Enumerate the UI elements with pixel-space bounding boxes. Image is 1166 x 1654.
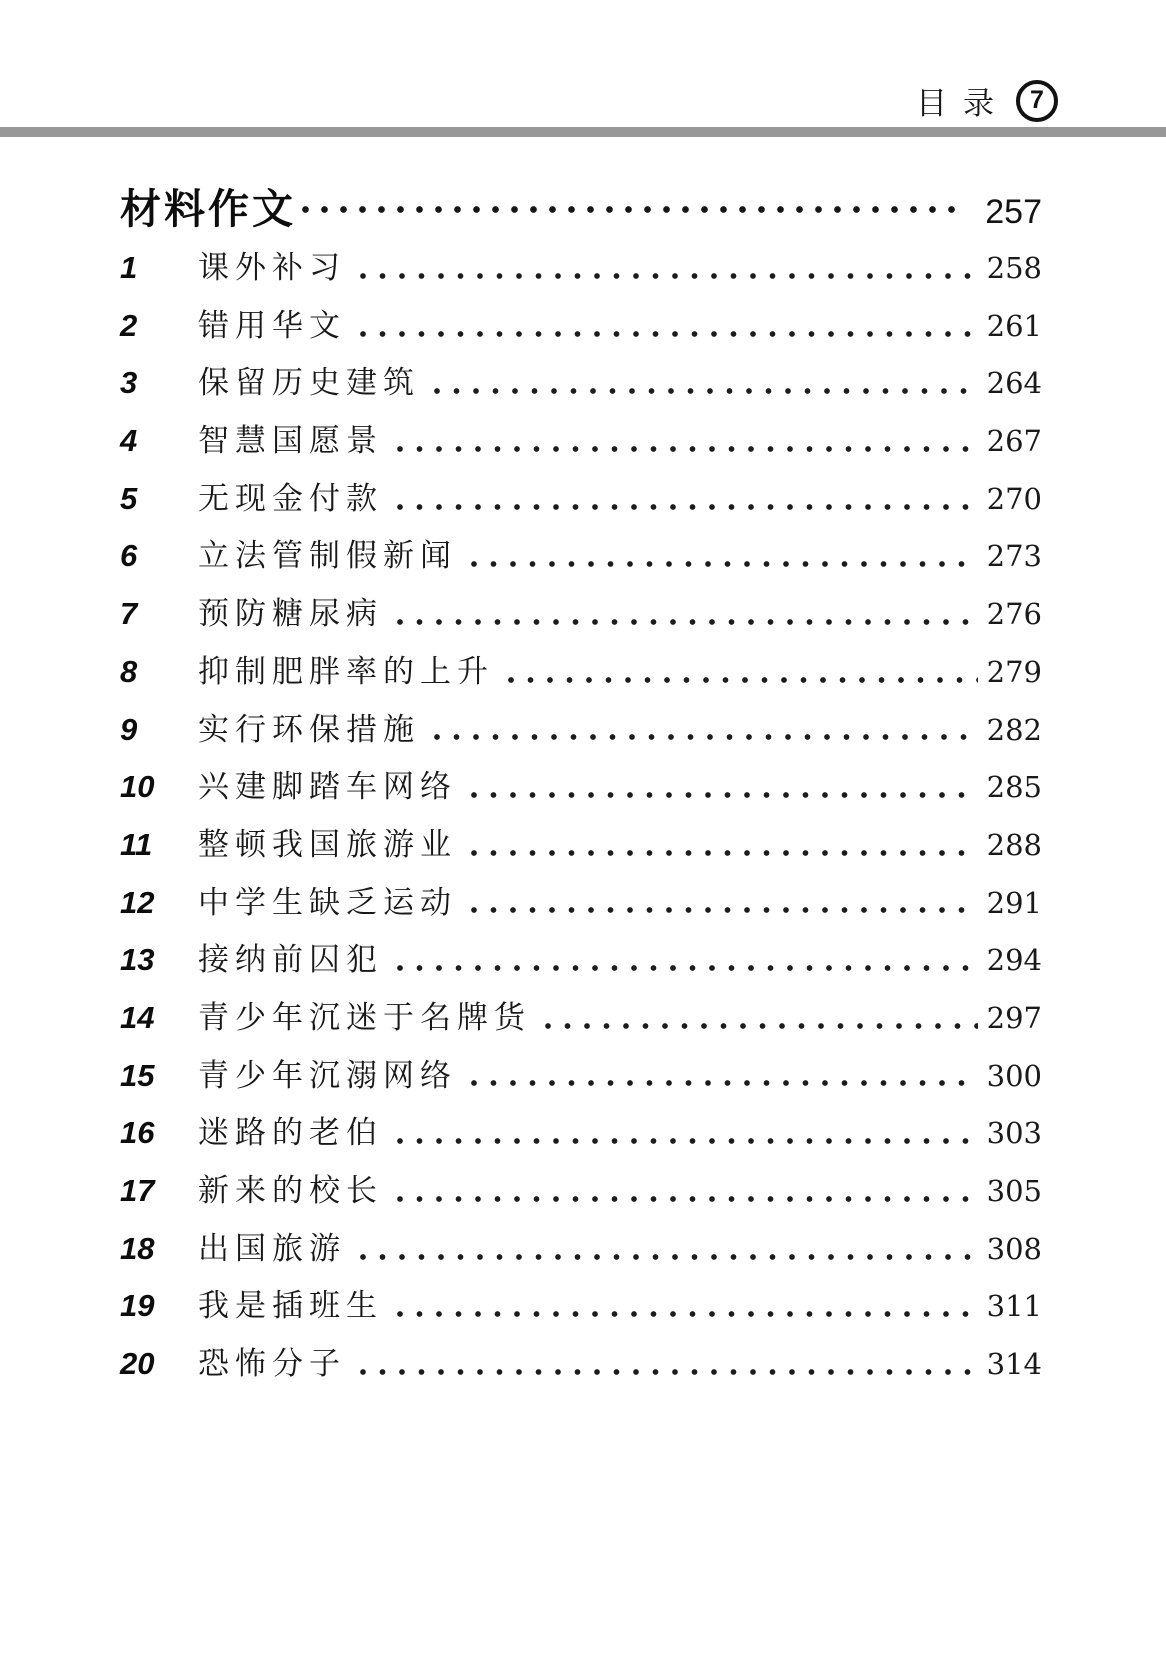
toc-entry-page-number: 303 [986, 1116, 1042, 1151]
toc-entry-page-number: 267 [986, 424, 1042, 459]
toc-entry-page-number: 282 [986, 712, 1042, 747]
toc-entry-number: 16 [120, 1115, 155, 1151]
dot-leader [360, 1369, 978, 1375]
toc-entry-row[interactable] [120, 588, 1042, 646]
toc-entry-row[interactable] [120, 415, 1042, 473]
toc-entry-row[interactable] [120, 819, 1042, 877]
toc-entry-number: 14 [120, 999, 155, 1035]
toc-entry-number: 15 [120, 1057, 155, 1093]
toc-entry-number: 5 [120, 480, 138, 516]
toc-section-title: 材料作文 [120, 186, 296, 232]
toc-entry-number: 6 [120, 538, 138, 574]
toc-entry-title: 课外补习 [198, 250, 346, 286]
toc-entry-row[interactable] [120, 1165, 1042, 1223]
toc-entry-title: 预防糖尿病 [198, 596, 383, 633]
toc-entry-row[interactable] [120, 761, 1042, 819]
dot-leader [471, 850, 978, 856]
toc-entry-number: 17 [120, 1173, 155, 1208]
dot-leader [397, 965, 978, 971]
toc-entry-title: 兴建脚踏车网络 [198, 769, 457, 806]
dot-leader [360, 1254, 978, 1260]
toc-entry-row[interactable] [120, 242, 1042, 300]
toc-entry-row[interactable] [120, 1223, 1042, 1281]
dot-leader [302, 206, 957, 213]
dot-leader [434, 388, 978, 394]
toc-entry-title: 我是插班生 [198, 1288, 383, 1325]
toc-entry-title: 错用华文 [198, 307, 346, 344]
toc-entry-title: 恐怖分子 [198, 1346, 346, 1383]
toc-entry-page-number: 314 [986, 1347, 1042, 1382]
toc-entry-row[interactable] [120, 1107, 1042, 1165]
dot-leader [397, 619, 978, 625]
toc-entry-page-number: 264 [986, 366, 1042, 401]
dot-leader [471, 1080, 978, 1086]
toc-entry-row[interactable] [120, 300, 1042, 358]
toc-entry-number: 12 [120, 884, 155, 920]
dot-leader [397, 446, 978, 452]
toc-entry-row[interactable] [120, 530, 1042, 588]
toc-entry-row[interactable] [120, 473, 1042, 531]
toc-entry-title: 中学生缺乏运动 [198, 884, 457, 921]
dot-leader [397, 1138, 978, 1144]
toc-entry-title: 接纳前囚犯 [198, 942, 383, 979]
toc-entry-row[interactable] [120, 934, 1042, 992]
toc-entry-page-number: 300 [986, 1058, 1042, 1093]
toc-entry-row[interactable] [120, 704, 1042, 762]
dot-leader [397, 504, 978, 510]
toc-entry-row[interactable] [120, 877, 1042, 935]
toc-entry-number: 7 [120, 596, 138, 632]
toc-entry-number: 2 [120, 307, 138, 343]
toc-entry-page-number: 297 [986, 1000, 1042, 1035]
dot-leader [471, 792, 978, 798]
toc-entry-row[interactable] [120, 1050, 1042, 1108]
chapter-page-badge [1016, 80, 1058, 122]
dot-leader [360, 331, 978, 337]
toc-entry-page-number: 291 [986, 885, 1042, 920]
toc-entry-page-number: 261 [986, 308, 1042, 343]
toc-entry-row[interactable] [120, 992, 1042, 1050]
toc-entry-row[interactable] [120, 1338, 1042, 1396]
toc-entry-page-number: 288 [986, 827, 1042, 862]
toc-entry-number: 19 [120, 1288, 155, 1324]
toc-entry-title: 迷路的老伯 [198, 1115, 383, 1152]
toc-entry-number: 9 [120, 711, 138, 747]
toc-entry-number: 8 [120, 653, 138, 689]
toc-entry-page-number: 270 [986, 481, 1042, 516]
toc-entry-title: 抑制肥胖率的上升 [198, 653, 494, 690]
toc-entry-title: 立法管制假新闻 [198, 538, 457, 575]
toc-entry-page-number: 311 [986, 1289, 1042, 1324]
toc-entry-title: 出国旅游 [198, 1230, 346, 1267]
toc-entry-page-number: 258 [986, 251, 1042, 285]
toc-entry-row[interactable] [120, 357, 1042, 415]
toc-entry-title: 青少年沉迷于名牌货 [198, 999, 531, 1036]
toc-entry-number: 11 [120, 826, 153, 862]
toc-entries [120, 242, 1042, 1396]
toc-section-row[interactable] [120, 176, 1042, 232]
toc-entry-page-number: 305 [986, 1174, 1042, 1208]
chapter-page-badge-number: 7 [1030, 86, 1044, 114]
toc-entry-number: 3 [120, 365, 138, 401]
toc-entry-page-number: 308 [986, 1231, 1042, 1266]
running-head-title: 目录 [916, 86, 1010, 122]
toc-entry-number: 4 [120, 423, 138, 459]
dot-leader [360, 273, 978, 279]
toc-entry-title: 新来的校长 [198, 1173, 383, 1209]
toc-entry-page-number: 273 [986, 539, 1042, 574]
dot-leader [471, 561, 978, 567]
toc-entry-title: 整顿我国旅游业 [198, 826, 457, 863]
toc-entry-number: 10 [120, 769, 155, 805]
dot-leader [397, 1196, 978, 1202]
toc-entry-number: 13 [120, 942, 155, 978]
running-head [916, 78, 1058, 123]
toc-entry-number: 18 [120, 1230, 155, 1266]
toc-section-page-number: 257 [985, 193, 1042, 231]
toc-entry-number: 1 [120, 250, 138, 285]
toc-entry-title: 保留历史建筑 [198, 365, 420, 402]
toc-entry-title: 实行环保措施 [198, 711, 420, 748]
toc-entry-page-number: 279 [986, 654, 1042, 689]
header-rule [0, 127, 1166, 137]
toc-entry-title: 智慧国愿景 [198, 423, 383, 460]
toc-list [120, 176, 1042, 1396]
dot-leader [545, 1023, 978, 1029]
dot-leader [508, 677, 978, 683]
toc-entry-row[interactable] [120, 1280, 1042, 1338]
dot-leader [471, 907, 978, 913]
toc-entry-page-number: 276 [986, 597, 1042, 632]
toc-entry-row[interactable] [120, 646, 1042, 704]
toc-entry-title: 无现金付款 [198, 480, 383, 517]
dot-leader [434, 734, 978, 740]
toc-entry-page-number: 285 [986, 770, 1042, 805]
dot-leader [397, 1311, 978, 1317]
toc-entry-number: 20 [120, 1346, 155, 1382]
toc-entry-page-number: 294 [986, 943, 1042, 978]
toc-entry-title: 青少年沉溺网络 [198, 1057, 457, 1094]
